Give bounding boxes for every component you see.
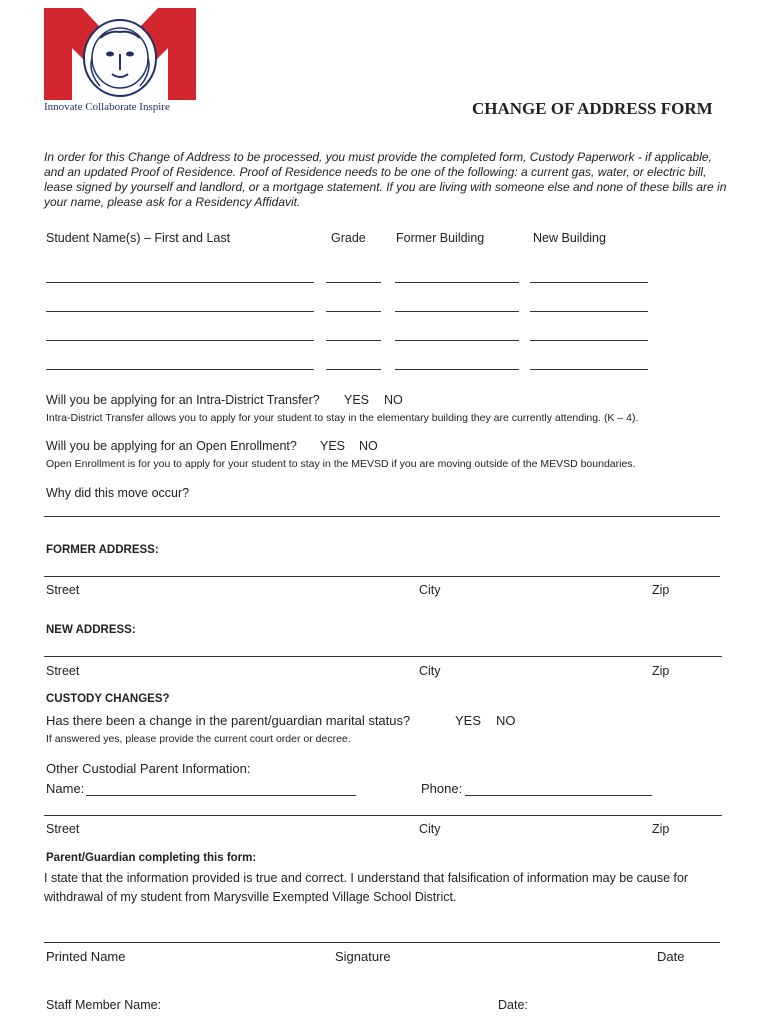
other-phone-label: Phone: xyxy=(421,781,463,796)
other-parent-label: Other Custodial Parent Information: xyxy=(46,761,251,776)
grade-field[interactable] xyxy=(326,369,381,370)
staff-name-label: Staff Member Name: xyxy=(46,998,162,1012)
intro-paragraph: In order for this Change of Address to be processed, you must provide the completed form, Custody Paperwork - if applicable, and an updated Proof of Residence. Proof of Residence needs to be one of the following: a current gas, water, or electric bill, lease signed by yourself and landlord, or a mortgage statement. If you are living with someone else and none of these bills are in your name, please ask for a Residency Affidavit. xyxy=(44,150,727,209)
new-building-field[interactable] xyxy=(530,311,648,312)
header-former-building: Former Building xyxy=(396,231,485,245)
signature-label: Signature xyxy=(335,949,391,964)
former-address-label: FORMER ADDRESS: xyxy=(46,544,159,556)
other-street-label: Street xyxy=(46,822,80,836)
header-student-name: Student Name(s) – First and Last xyxy=(46,231,231,245)
custody-question: Has there been a change in the parent/guardian marital status? xyxy=(46,713,411,728)
former-building-field[interactable] xyxy=(395,282,519,283)
why-label: Why did this move occur? xyxy=(46,486,190,500)
grade-field[interactable] xyxy=(326,340,381,341)
new-address-field[interactable] xyxy=(44,656,722,657)
other-name-label: Name: xyxy=(46,781,85,796)
open-no-option[interactable]: NO xyxy=(359,439,378,453)
intra-note: Intra-District Transfer allows you to apply for your student to stay in the elementary building they are currently attending. (K – 4). xyxy=(46,412,639,424)
other-name-field[interactable] xyxy=(86,795,356,796)
custody-no-option[interactable]: NO xyxy=(496,713,516,728)
guardian-label: Parent/Guardian completing this form: xyxy=(46,852,257,864)
former-city-label: City xyxy=(419,583,441,597)
grade-field[interactable] xyxy=(326,282,381,283)
guardian-statement: I state that the information provided is true and correct. I understand that falsification of information may be cause for withdrawal of my student from Marysville Exempted Village School District. xyxy=(44,871,689,904)
intra-no-option[interactable]: NO xyxy=(384,393,403,407)
staff-date-label: Date: xyxy=(498,998,528,1012)
former-address-field[interactable] xyxy=(44,576,720,577)
open-note: Open Enrollment is for you to apply for your student to stay in the MEVSD if you are moving outside of the MEVSD boundaries. xyxy=(46,458,636,470)
new-city-label: City xyxy=(419,664,441,678)
page-title: CHANGE OF ADDRESS FORM xyxy=(472,99,713,118)
other-phone-field[interactable] xyxy=(465,795,652,796)
student-name-field[interactable] xyxy=(46,369,314,370)
student-name-field[interactable] xyxy=(46,340,314,341)
other-address-field[interactable] xyxy=(44,815,722,816)
grade-field[interactable] xyxy=(326,311,381,312)
lion-m-logo-icon xyxy=(44,8,196,100)
header-grade: Grade xyxy=(331,231,366,245)
former-building-field[interactable] xyxy=(395,311,519,312)
printed-name-label: Printed Name xyxy=(46,949,126,964)
open-yes-option[interactable]: YES xyxy=(320,439,346,453)
signature-line-field[interactable] xyxy=(44,942,720,943)
new-building-field[interactable] xyxy=(530,369,648,370)
custody-note: If answered yes, please provide the current court order or decree. xyxy=(46,733,351,745)
why-field[interactable] xyxy=(44,516,720,517)
custody-label: CUSTODY CHANGES? xyxy=(46,693,170,705)
student-name-field[interactable] xyxy=(46,282,314,283)
former-street-label: Street xyxy=(46,583,80,597)
new-address-label: NEW ADDRESS: xyxy=(46,624,136,636)
custody-yes-option[interactable]: YES xyxy=(455,713,482,728)
student-name-field[interactable] xyxy=(46,311,314,312)
open-question: Will you be applying for an Open Enrollment? xyxy=(46,439,297,453)
header-new-building: New Building xyxy=(533,231,606,245)
tagline: Innovate Collaborate Inspire xyxy=(44,101,170,113)
new-zip-label: Zip xyxy=(652,664,670,678)
other-zip-label: Zip xyxy=(652,822,670,836)
new-building-field[interactable] xyxy=(530,340,648,341)
former-building-field[interactable] xyxy=(395,340,519,341)
former-zip-label: Zip xyxy=(652,583,670,597)
intra-yes-option[interactable]: YES xyxy=(344,393,370,407)
new-building-field[interactable] xyxy=(530,282,648,283)
district-logo xyxy=(44,8,196,100)
intra-question: Will you be applying for an Intra-District Transfer? xyxy=(46,393,320,407)
former-building-field[interactable] xyxy=(395,369,519,370)
other-city-label: City xyxy=(419,822,441,836)
guardian-date-label: Date xyxy=(657,949,685,964)
new-street-label: Street xyxy=(46,664,80,678)
